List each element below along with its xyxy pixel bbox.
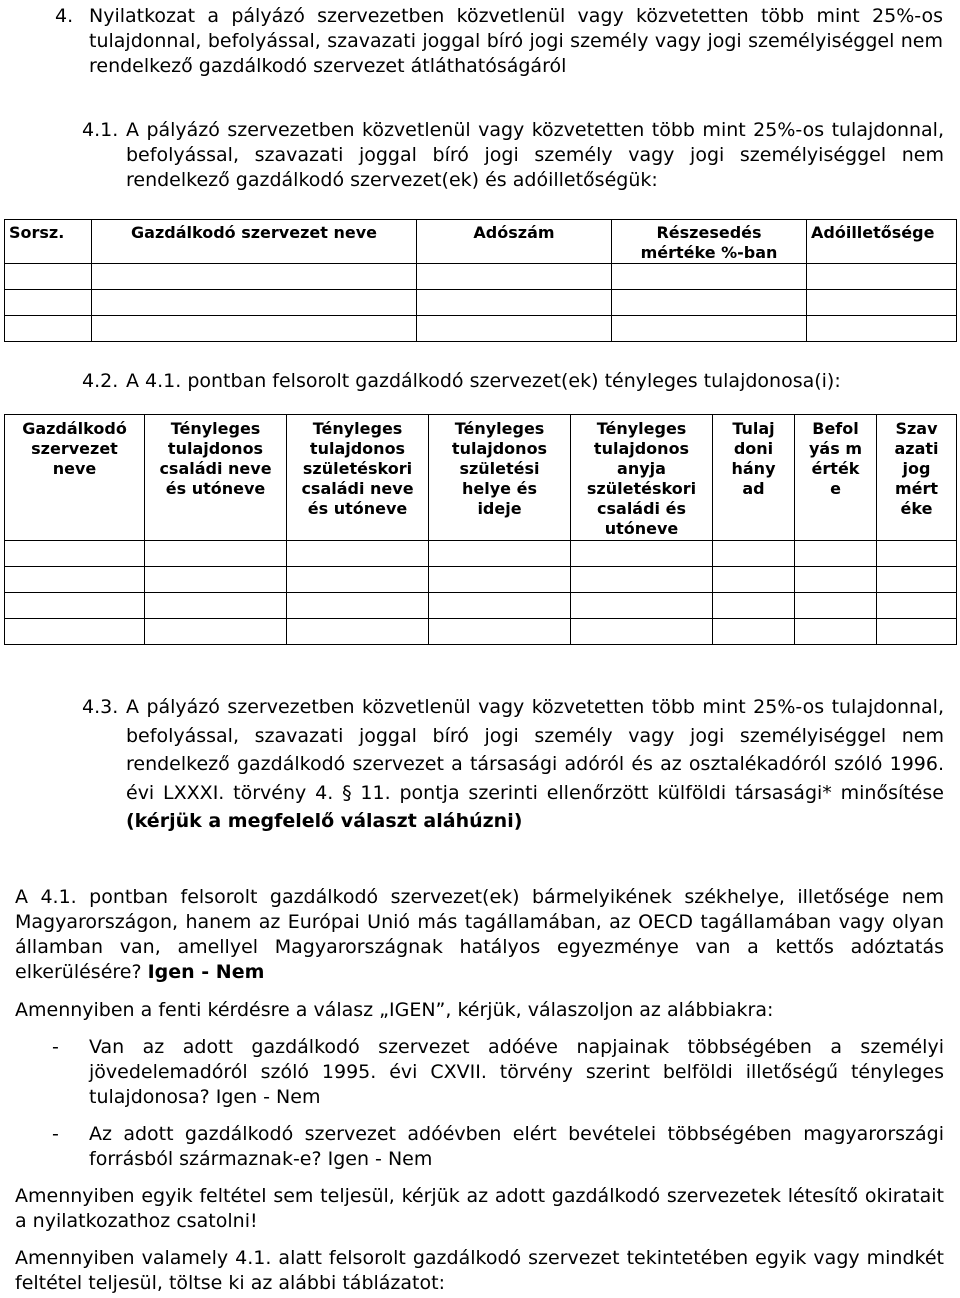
bullet-dash: - [52, 1036, 59, 1058]
section-4 [55, 4, 943, 79]
col-header-tax-residence: Adóilletősége [807, 220, 957, 264]
col-header-share: Részesedés mértéke %-ban [612, 220, 807, 264]
section-4-3-instruction: (kérjük a megfelelő választ aláhúzni) [126, 810, 523, 832]
section-4-3 [82, 693, 944, 836]
if-yes-instruction: Amennyiben a fenti kérdésre a válasz „IGEN”, kérjük, válaszoljon az alábbiakra: [15, 999, 774, 1021]
section-4-2-number: 4.2. [82, 370, 119, 392]
bullet-item [52, 1122, 944, 1172]
table-row [5, 619, 957, 645]
col-header-mother-name: Tényleges tulajdonos anyja születéskori családi és utóneve [571, 415, 713, 541]
bullet-text-2: Az adott gazdálkodó szervezet adóévben elért bevételei többségében magyarországi forrásból származnak-e? Igen - Nem [89, 1123, 944, 1170]
beneficial-owners-table [4, 414, 957, 645]
table-row [5, 316, 957, 342]
foreign-seat-question-text: A 4.1. pontban felsorolt gazdálkodó szervezet(ek) bármelyikének székhelye, illetősége nem Magyarországon, hanem az Európai Unió más tagállamában, az OECD tagállamában vagy olyan államban van, amellyel Magyarországnak hatályos egyezménye van a kettős adóztatás elkerülésére? [15, 886, 944, 983]
foreign-seat-answer[interactable]: Igen - Nem [147, 961, 265, 983]
col-header-owner-birth-name: Tényleges tulajdonos születéskori családi neve és utóneve [287, 415, 429, 541]
section-4-number: 4. [55, 5, 74, 27]
section-4-3-body: A pályázó szervezetben közvetlenül vagy közvetetten több mint 25%-os tulajdonnal, befolyással, szavazati joggal bíró jogi személy vagy jogi személyiséggel nem rendelkező gazdálkodó szervezet a társasági adóról és az osztalékadóról szóló 1996. évi LXXXI. törvény 4. § 11. pontja szerinti ellenőrzött külföldi társasági* minősítése [126, 696, 944, 804]
section-4-1-text: A pályázó szervezetben közvetlenül vagy közvetetten több mint 25%-os tulajdonnal, befolyással, szavazati joggal bíró jogi személy vagy jogi személyiséggel nem rendelkező gazdálkodó szervezet(ek) és adóilletőségük: [126, 119, 944, 191]
section-4-3-text [126, 693, 944, 836]
col-header-org-name: Gazdálkodó szervezet neve [5, 415, 145, 541]
section-4-1-number: 4.1. [82, 119, 119, 141]
col-header-voting-rights: Szavazati jog mértéke [877, 415, 957, 541]
owners-table [4, 219, 957, 342]
table-row [5, 541, 957, 567]
section-4-3-number: 4.3. [82, 696, 119, 718]
bullet-item [52, 1035, 944, 1110]
table-row [5, 567, 957, 593]
table-row [5, 290, 957, 316]
col-header-ownership-share: Tulajdoni hányad [713, 415, 795, 541]
col-header-sorsz: Sorsz. [5, 220, 92, 264]
table-row [5, 593, 957, 619]
col-header-influence: Befolyás mértéke [795, 415, 877, 541]
section-4-1 [82, 118, 944, 193]
foreign-seat-question [15, 885, 944, 985]
bullet-text-1: Van az adott gazdálkodó szervezet adóéve napjainak többségében a személyi jövedelemadóról szóló 1995. évi CXVII. törvény szerint belföldi illetőségű tényleges tulajdonosa? Igen - Nem [89, 1036, 944, 1108]
bullet-dash: - [52, 1123, 59, 1145]
section-4-2-text: A 4.1. pontban felsorolt gazdálkodó szervezet(ek) tényleges tulajdonosa(i): [126, 370, 841, 392]
attach-documents-note: Amennyiben egyik feltétel sem teljesül, kérjük az adott gazdálkodó szervezetek létesítő okiratait a nyilatkozathoz csatolni! [15, 1185, 944, 1232]
fill-table-note: Amennyiben valamely 4.1. alatt felsorolt gazdálkodó szervezet tekintetében egyik vagy mindkét feltétel teljesül, töltse ki az alábbi táblázatot: [15, 1247, 944, 1294]
col-header-owner-name: Tényleges tulajdonos családi neve és utóneve [145, 415, 287, 541]
section-4-2 [82, 369, 944, 394]
col-header-birth-place-date: Tényleges tulajdonos születési helye és ideje [429, 415, 571, 541]
section-4-text: Nyilatkozat a pályázó szervezetben közvetlenül vagy közvetetten több mint 25%-os tulajdonnal, befolyással, szavazati joggal bíró jogi személy vagy jogi személyiséggel nem rendelkező gazdálkodó szervezet átláthatóságáról [89, 5, 943, 77]
col-header-tax-number: Adószám [417, 220, 612, 264]
table-row [5, 264, 957, 290]
col-header-name: Gazdálkodó szervezet neve [92, 220, 417, 264]
